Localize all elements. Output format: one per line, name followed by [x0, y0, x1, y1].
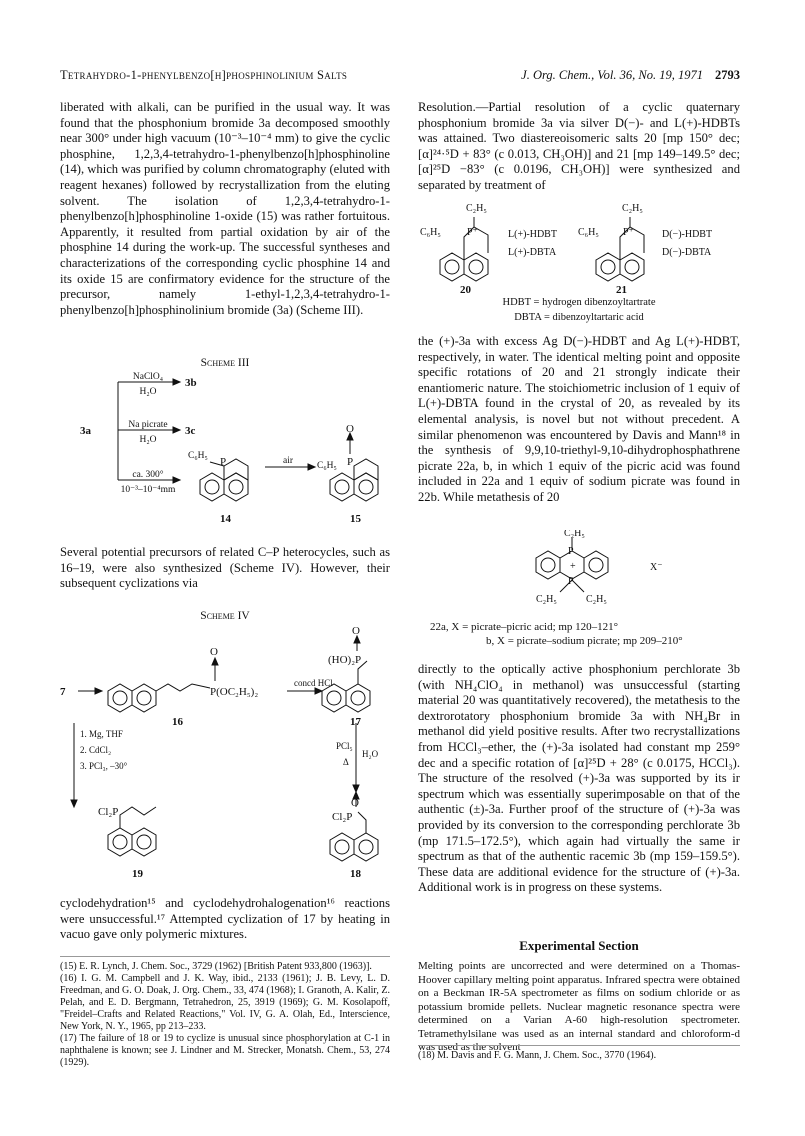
s3-label-14: 14	[220, 513, 231, 525]
salt21-d-dbta: D(−)-DBTA	[662, 247, 712, 258]
s4-16-ester: P(OC₂H₅)₂	[210, 686, 259, 698]
s3-product-3b: 3b	[185, 377, 197, 389]
footnote-17: (17) The failure of 18 or 19 to cyclize is unusual since phosphorylation at C-1 in naphthalene is known; see J. Lindner and M. Strecker, Monatsh. Chem., 53, 274 (1929).	[60, 1033, 390, 1068]
salt-label-21: 21	[616, 284, 627, 295]
journal-citation: J. Org. Chem., Vol. 36, No. 19, 1971	[521, 68, 703, 82]
salt20-c6h5: C₆H₅	[420, 227, 441, 238]
salt22-plus: +	[570, 561, 576, 572]
salt21-c6h5: C₆H₅	[578, 227, 599, 238]
s4-18-oxygen: O	[351, 797, 359, 809]
experimental-heading: Experimental Section	[519, 938, 639, 953]
salt21-d-hdbt: D(−)-HDBT	[662, 229, 713, 240]
salts-20-21-diagram	[418, 195, 740, 295]
hdbt-definition: HDBT = hydrogen dibenzoyltartrate	[502, 297, 656, 308]
s3-start-3a: 3a	[80, 425, 91, 437]
salt22-anion: X⁻	[650, 562, 663, 573]
salt22-phosphorus-bottom: P	[568, 576, 574, 587]
s3-15-oxygen: O	[346, 423, 354, 435]
page-number: 2793	[715, 68, 740, 82]
left-paragraph-1: liberated with alkali, can be purified in the usual way. It was found that the phosphonium bromide 3a decomposed smoothly near 300° under high vacuum (10⁻³–10⁻⁴ mm) to give the cyclic phosphine, 1,2,3,4-tetrahydro-1-phenylbenzo[h]phosphinoline (14), which was purified by column chromatography (eluted with reagent hexanes) followed by recrystallization from the eluting solvent. The isolation of 1,2,3,4-tetrahydro-1-phenylbenzo[h]phosphinoline 1-oxide (15) was rather fortuitous. Apparently, it resulted from partial oxidation by air of the phosphine 14 during the work-up. The successful syntheses and characterizations of the corresponding cyclic phosphine 14 and its oxide 15 are confirmatory evidence for the structure of the precursor, namely 1-ethyl-1,2,3,4-tetrahydro-1-phenylbenzo[h]phosphinolinium bromide (3a) (Scheme III).	[60, 100, 390, 317]
salt22-captions	[430, 620, 740, 648]
s4-step-1: 1. Mg, THF	[80, 729, 123, 739]
scheme-iv-diagram	[60, 625, 390, 880]
s3-reagent1-top: NaClO₄	[132, 372, 164, 382]
s4-step-3: 3. PCl₃, –30°	[80, 761, 128, 771]
footnote-16: (16) I. G. M. Campbell and J. K. Way, ibid., 2133 (1961); J. B. Levy, L. D. Freedman, and G. O. Doak, J. Org. Chem., 33, 474 (1968); I. Granoth, A. Kalir, Z. Pelah, and E. D. Bergmann, Tetrahedron, 25, 3919 (1969); G. M. Kosolapoff, "Freidel–Crafts and Related Reactions," Vol. IV, G. A. Olah, Ed., Interscience, New York, N. Y., 1965, pp 213–233.	[60, 973, 390, 1032]
salt22a-caption: 22a, X = picrate–picric acid; mp 120–121°	[430, 621, 619, 633]
salt22-phosphorus-top: P	[568, 546, 574, 557]
s3-reagent1-bot: H₂O	[139, 387, 157, 397]
right-paragraph-3: directly to the optically active phosphonium perchlorate 3b (with NH₄ClO₄ in methanol) was unsuccessful (starting material 20 was quantitatively recovered), the metathesis to the dextrorotatory phosphonium bromide 3a with NH₄Br in methanol did yield positive results. After two recrystallizations from HCCl₃–ether, the (+)-3a isolated had constant mp 259° dec and a specific rotation of [α]²⁵D + 28° (c 0.0175, HCCl₃). The structure of the resolved (+)-3a was supported by its ir spectrum which was essentially superimposable on that of the authentic (±)-3a. Further proof of the structure of (+)-3a was provided by its conversion to the corresponding perchlorate 3b (mp 171.5–172.5°), which again had virtually the same ir spectrum as that of the authentic racemic 3b (mp 159–159.5°). These data are additional evidence for the structure of (+)-3a. Additional work is in progress on these systems.	[418, 662, 740, 895]
s3-14-phosphorus: P	[220, 456, 227, 468]
left-paragraph-3: cyclodehydration¹⁵ and cyclodehydrohalogenation¹⁶ reactions were unsuccessful.¹⁷ Attempted cyclization of 17 by heating in vacuo gave only polymeric mixtures.	[60, 896, 390, 942]
header-title: Tetrahydro-1-phenylbenzo[h]phosphinolinium Salts	[60, 68, 348, 82]
salt21-c2h5: C₂H₅	[622, 203, 643, 214]
s4-pcl5: PCl₅	[336, 741, 353, 751]
s4-17-ho2p: (HO)₂P	[328, 654, 362, 666]
s4-18-cl2p: Cl₂P	[332, 811, 353, 823]
salt22-c2h5-right: C₂H₅	[586, 594, 607, 605]
salt22-c2h5-top: C₂H₅	[564, 530, 585, 539]
left-footnotes	[60, 956, 390, 1069]
s4-label-19: 19	[132, 868, 143, 880]
s4-label-18: 18	[350, 868, 361, 880]
s4-delta: Δ	[343, 757, 349, 767]
salt-22-diagram	[418, 530, 740, 612]
salt22-c2h5-left: C₂H₅	[536, 594, 557, 605]
running-header	[60, 68, 740, 88]
salt20-l-hdbt: L(+)-HDBT	[508, 229, 557, 240]
s4-19-cl2p: Cl₂P	[98, 806, 119, 818]
salt21-pplus: P⁺	[623, 227, 634, 238]
right-paragraph-1: Resolution.—Partial resolution of a cyclic quaternary phosphonium bromide 3a via silver D(−)- and L(+)-HDBTs was attained. Two diastereoisomeric salts 20 [mp 150° dec; [α]²⁴·⁵D + 83° (c 0.013, CH₃OH)] and 21 [mp 149–149.5° dec; [α]²⁵D −83° (c 0.0196, CH₃OH)] were synthesized and separated by treatment of	[418, 100, 740, 192]
salt-label-20: 20	[460, 284, 471, 295]
s4-concd-hcl: concd HCl	[294, 678, 333, 688]
right-footnote-18: (18) M. Davis and F. G. Mann, J. Chem. Soc., 3770 (1964).	[418, 1045, 740, 1062]
footnote-15: (15) E. R. Lynch, J. Chem. Soc., 3729 (1962) [British Patent 933,800 (1963)].	[60, 961, 372, 972]
s4-17-oxygen: O	[352, 625, 360, 637]
salt20-pplus: P⁺	[467, 227, 478, 238]
s3-reagent3-bot: 10⁻³–10⁻⁴mm	[120, 485, 176, 495]
dbta-definition: DBTA = dibenzoyltartaric acid	[514, 312, 644, 323]
s4-16-oxygen: O	[210, 646, 218, 658]
salt20-c2h5: C₂H₅	[466, 203, 487, 214]
s3-reagent2-top: Na picrate	[128, 420, 168, 430]
s3-label-15: 15	[350, 513, 361, 525]
salt20-l-dbta: L(+)-DBTA	[508, 247, 557, 258]
s3-15-phosphorus: P	[347, 456, 354, 468]
s3-product-3c: 3c	[185, 425, 196, 437]
right-paragraph-2: the (+)-3a with excess Ag D(−)-HDBT and Ag L(+)-HDBT, respectively, in water. The identical melting point and opposite specific rotations of 20 and 21 strongly indicate their enantiomeric nature. The stoichiometric inclusion of 1 equiv of L(+)-DBTA found in the crystal of 20, as revealed by its elemental analysis, is novel but not without precedent. A similar phenomenon was encountered by Davis and Mann¹⁸ in the synthesis of 9,9,10-triethyl-9,10-dihydrophosphathrene picrate 22a, b, in which 1 equiv of the picric acid was found included in 22a and 1 equiv of sodium picrate was found in 22b. While metathesis of 20	[418, 334, 740, 504]
s4-h2o: H₂O	[362, 749, 379, 759]
scheme-iv-title: Scheme IV	[200, 610, 250, 622]
left-paragraph-2: Several potential precursors of related C–P heterocycles, such as 16–19, were also synthesized (Scheme IV). However, their subsequent cyclizations via	[60, 545, 390, 591]
s4-step-2: 2. CdCl₂	[80, 745, 112, 755]
s3-reagent2-bot: H₂O	[139, 435, 157, 445]
s3-14-c6h5: C₆H₅	[188, 451, 208, 461]
scheme-iii-title: Scheme III	[200, 357, 250, 369]
s3-air-label: air	[282, 456, 294, 466]
s4-label-16: 16	[172, 716, 183, 728]
s3-reagent3-top: ca. 300°	[132, 470, 164, 480]
s3-15-c6h5: C₆H₅	[317, 461, 337, 471]
salt22b-caption: b, X = picrate–sodium picrate; mp 209–210°	[486, 635, 683, 647]
experimental-paragraph: Melting points are uncorrected and were determined on a Thomas-Hoover capillary melting point apparatus. Infrared spectra were obtained on a Beckman IR-5A spectrometer as films on sodium chloride or as potassium bromide pellets. Nuclear magnetic resonance spectra were determined on a Varian A-60 high-resolution spectrometer. Tetramethylsilane was used as an internal standard and chloroform-d was used as the solvent	[418, 960, 740, 1053]
scheme-iii-diagram	[60, 370, 390, 530]
s4-label-17: 17	[350, 716, 361, 728]
header-journal-page	[521, 68, 740, 83]
s4-start-7: 7	[60, 686, 66, 698]
